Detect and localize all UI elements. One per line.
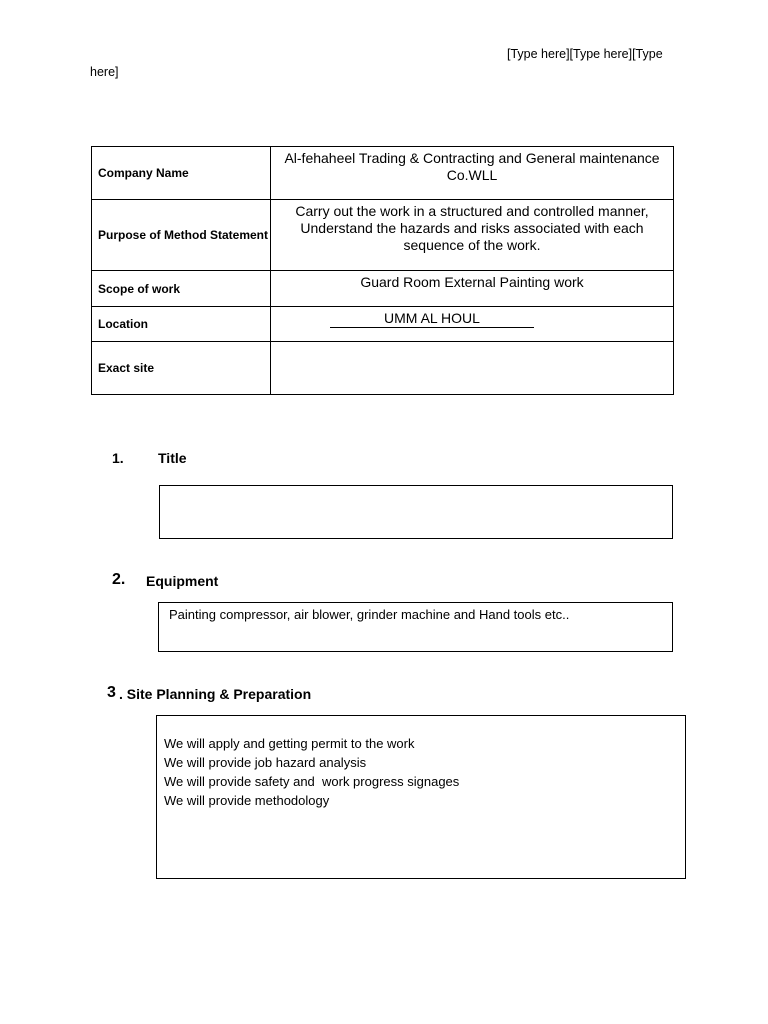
location-value: UMM AL HOUL: [330, 310, 534, 328]
company-name-label: Company Name: [92, 147, 271, 200]
method-statement-info-table: [91, 146, 674, 395]
title-box: [159, 485, 673, 539]
location-label: Location: [92, 307, 271, 342]
table-row: [92, 307, 674, 342]
section-2-title: Equipment: [146, 573, 219, 589]
table-row: [92, 342, 674, 395]
section-1-title: Title: [158, 450, 187, 466]
equipment-box: [158, 602, 673, 652]
table-row: [92, 271, 674, 307]
list-item: We will provide job hazard analysis: [164, 755, 367, 770]
exact-site-value: [271, 342, 674, 395]
scope-label: Scope of work: [92, 271, 271, 307]
purpose-value: Carry out the work in a structured and controlled manner, Understand the hazards and risks associated with each sequence of the work.: [271, 200, 674, 271]
table-row: [92, 147, 674, 200]
page-header-text-continued: here]: [90, 65, 119, 79]
list-item: We will apply and getting permit to the work: [164, 736, 415, 751]
table-row: [92, 200, 674, 271]
page-header-text: [Type here][Type here][Type: [507, 47, 663, 61]
section-3-number: 3: [107, 684, 116, 701]
exact-site-label: Exact site: [92, 342, 271, 395]
equipment-text: Painting compressor, air blower, grinder machine and Hand tools etc..: [169, 607, 570, 622]
purpose-label: Purpose of Method Statement: [92, 200, 271, 271]
list-item: We will provide methodology: [164, 793, 330, 808]
section-2-number: 2.: [112, 571, 126, 588]
list-item: We will provide safety and work progress signages: [164, 774, 460, 789]
section-1-number: 1.: [112, 450, 124, 466]
scope-value: Guard Room External Painting work: [271, 271, 674, 307]
section-3-title: . Site Planning & Preparation: [119, 686, 312, 702]
company-name-value: Al-fehaheel Trading & Contracting and General maintenance Co.WLL: [271, 147, 674, 200]
site-planning-box: [156, 715, 686, 879]
